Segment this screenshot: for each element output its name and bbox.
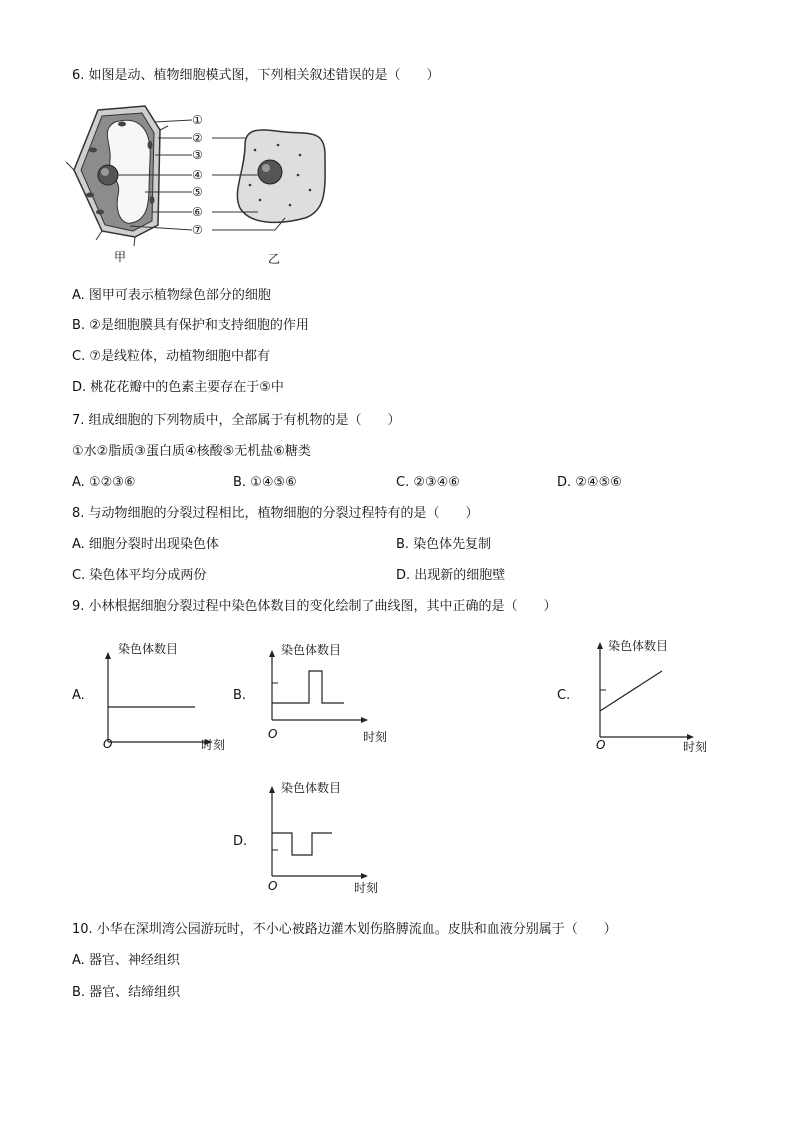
label-6: ⑥ — [192, 205, 203, 219]
graph-d-ylabel: 染色体数目 — [281, 781, 342, 795]
graph-a — [100, 650, 220, 750]
label-1: ① — [192, 113, 203, 127]
graph-b-origin: O — [268, 727, 278, 741]
graph-c-origin: O — [596, 738, 606, 752]
q6-option-a: A. 图甲可表示植物绿色部分的细胞 — [72, 288, 271, 303]
cell-b-caption: 乙 — [268, 252, 281, 266]
q6-option-d: D. 桃花花瓣中的色素主要存在于⑤中 — [72, 380, 284, 395]
q7-option-d: D. ②④⑤⑥ — [557, 475, 622, 490]
q9-option-a-letter: A. — [72, 688, 85, 703]
q7-items: ①水②脂质③蛋白质④核酸⑤无机盐⑥糖类 — [72, 444, 311, 459]
q6-option-b: B. ②是细胞膜具有保护和支持细胞的作用 — [72, 318, 309, 333]
q8-stem: 8. 与动物细胞的分裂过程相比，植物细胞的分裂过程特有的是（ ） — [72, 506, 479, 521]
animal-nucleus — [258, 160, 282, 184]
graph-b-curve — [272, 671, 344, 703]
q8-option-a: A. 细胞分裂时出现染色体 — [72, 537, 219, 552]
q10-option-b: B. 器官、结缔组织 — [72, 985, 181, 1000]
graph-c — [592, 640, 702, 740]
graph-a-origin: O — [103, 737, 113, 751]
q7-option-a: A. ①②③⑥ — [72, 475, 136, 490]
q9-stem: 9. 小林根据细胞分裂过程中染色体数目的变化绘制了曲线图，其中正确的是（ ） — [72, 599, 557, 614]
graph-c-xlabel: 时刻 — [683, 740, 708, 754]
graph-d-xlabel: 时刻 — [354, 881, 379, 895]
q6-stem: 6. 如图是动、植物细胞模式图，下列相关叙述错误的是（ ） — [72, 68, 440, 83]
q8-option-b: B. 染色体先复制 — [396, 537, 492, 552]
graph-d — [264, 784, 384, 884]
label-3: ③ — [192, 148, 203, 162]
graph-b-ylabel: 染色体数目 — [281, 643, 342, 657]
q9-option-c-letter: C. — [557, 688, 571, 703]
graph-d-curve — [272, 833, 332, 855]
q10-stem: 10. 小华在深圳湾公园游玩时，不小心被路边灌木划伤胳膊流血。皮肤和血液分别属于（ ） — [72, 922, 617, 937]
graph-c-ylabel: 染色体数目 — [608, 639, 669, 653]
plant-nucleus — [98, 165, 118, 185]
q7-option-c: C. ②③④⑥ — [396, 475, 460, 490]
q7-stem: 7. 组成细胞的下列物质中，全部属于有机物的是（ ） — [72, 413, 401, 428]
label-4: ④ — [192, 168, 203, 182]
cell-a-caption: 甲 — [114, 250, 127, 264]
graph-a-ylabel: 染色体数目 — [118, 642, 179, 656]
q6-option-c: C. ⑦是线粒体，动植物细胞中都有 — [72, 349, 270, 364]
q8-option-d: D. 出现新的细胞壁 — [396, 568, 506, 583]
q8-option-c: C. 染色体平均分成两份 — [72, 568, 207, 583]
q9-option-b-letter: B. — [233, 688, 247, 703]
q10-option-a: A. 器官、神经组织 — [72, 953, 180, 968]
graph-c-curve — [600, 671, 662, 711]
graph-a-xlabel: 时刻 — [201, 738, 226, 752]
label-5: ⑤ — [192, 185, 203, 199]
graph-d-origin: O — [268, 879, 278, 893]
q9-option-d-letter: D. — [233, 834, 248, 849]
label-7: ⑦ — [192, 223, 203, 237]
q7-option-b: B. ①④⑤⑥ — [233, 475, 297, 490]
label-2: ② — [192, 131, 203, 145]
graph-b-xlabel: 时刻 — [363, 730, 388, 744]
cell-diagram — [60, 100, 420, 275]
